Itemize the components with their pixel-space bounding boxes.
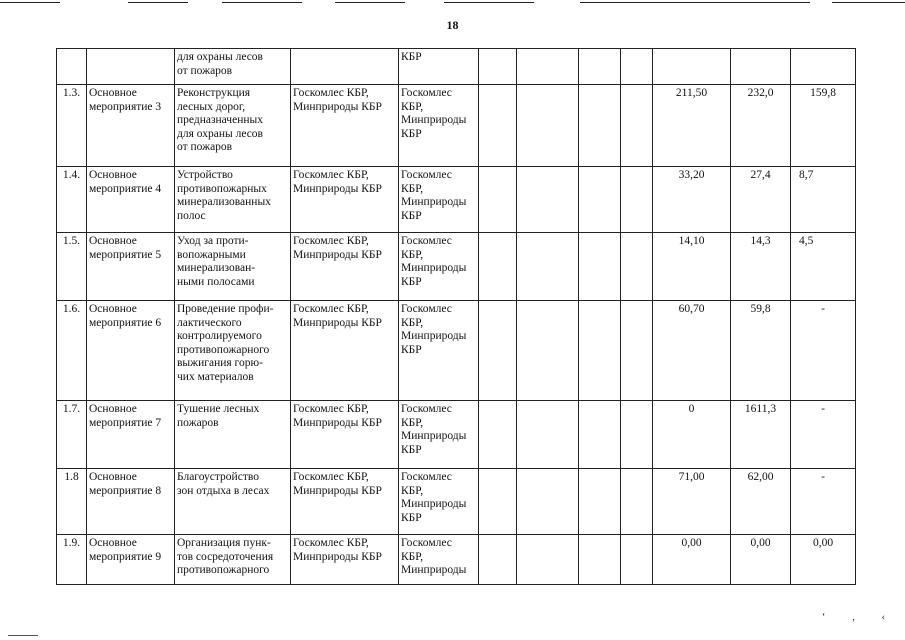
co-executor-line: КБР, [401,416,424,429]
co-executor-line: Госкомлес [401,169,452,181]
activity-name-line: противопожарных [177,182,267,195]
row-number: 1.7. [57,401,87,469]
co-executor-line: КБР [401,343,422,356]
responsible-executor-line: Минприроды КБР [293,484,382,497]
value-year-2 [731,49,791,85]
co-executor-line: Госкомлес [401,303,452,315]
responsible-executor-line: Минприроды КБР [293,248,382,261]
responsible-executor [291,167,399,233]
responsible-executor-line: Минприроды КБР [293,550,382,563]
activity-name [175,535,291,585]
empty-cell [579,401,621,469]
activity-name-line: вопожарными [177,248,246,261]
responsible-executor-line: Минприроды КБР [293,182,382,195]
empty-cell [517,535,579,585]
activity-name [175,301,291,401]
value-year-1: 14,10 [653,233,731,301]
value-year-1: 60,70 [653,301,731,401]
activity-name-line: минерализованных [177,196,271,208]
empty-cell [579,85,621,167]
co-executor-line: Минприроды [401,114,467,126]
value-year-3: 8,7 [791,167,856,233]
activity-title-line: мероприятие 3 [89,100,162,113]
value-year-2: 1611,3 [731,401,791,469]
co-executor-line: Минприроды [401,330,467,342]
activity-name-line: выжигания горю- [177,357,263,369]
activity-title-line: Основное [89,235,137,247]
co-executor-line: КБР [401,127,422,140]
row-number: 1.9. [57,535,87,585]
value-year-2: 59,8 [731,301,791,401]
co-executor [399,49,479,85]
activity-name-line: предназначенных [177,114,263,126]
co-executor [399,301,479,401]
activity-title [87,85,175,167]
responsible-executor-line: Госкомлес КБР, [293,471,369,483]
co-executor [399,85,479,167]
activity-name-line: Устройство [177,169,233,181]
activity-title-line: мероприятие 8 [89,484,162,497]
responsible-executor [291,401,399,469]
empty-cell [621,49,653,85]
table-row [57,401,856,469]
activity-name-line: Проведение профи- [177,303,274,315]
co-executor-line: КБР, [401,100,424,113]
empty-cell [579,167,621,233]
co-executor-line: Минприроды [401,564,467,576]
activity-title-line: мероприятие 9 [89,550,162,563]
header-rule [128,2,188,3]
co-executor-line: КБР [401,443,422,456]
table-row [57,301,856,401]
co-executor [399,401,479,469]
co-executor-line: Госкомлес [401,87,452,99]
responsible-executor-line: Госкомлес КБР, [293,303,369,315]
value-year-2: 14,3 [731,233,791,301]
row-number: 1.4. [57,167,87,233]
responsible-executor-line: Госкомлес КБР, [293,169,369,181]
activity-name [175,85,291,167]
row-number [57,49,87,85]
empty-cell [479,401,517,469]
table-row [57,49,856,85]
value-year-3: 159,8 [791,85,856,167]
row-number: 1.8 [57,469,87,535]
responsible-executor [291,535,399,585]
empty-cell [621,535,653,585]
activity-name [175,469,291,535]
activity-name [175,49,291,85]
empty-cell [579,233,621,301]
activity-name-line: для охраны лесов [177,51,263,63]
activity-title-line: Основное [89,87,137,99]
header-rule [222,2,302,3]
value-year-1: 0,00 [653,535,731,585]
value-year-1: 71,00 [653,469,731,535]
activity-name [175,167,291,233]
row-number: 1.6. [57,301,87,401]
activity-name-line: от пожаров [177,64,233,77]
empty-cell [517,233,579,301]
activity-name-line: противопожарного [177,564,270,576]
co-executor-line: КБР [401,275,422,288]
value-year-3 [791,49,856,85]
empty-cell [621,401,653,469]
responsible-executor-line: Минприроды КБР [293,100,382,113]
responsible-executor [291,233,399,301]
co-executor [399,233,479,301]
activities-table [56,48,856,585]
empty-cell [517,301,579,401]
value-year-3: 4,5 [791,233,856,301]
co-executor-line: Госкомлес [401,471,452,483]
header-rule [0,2,60,3]
activity-name-line: чих материалов [177,370,254,383]
activity-name-line: противопожарного [177,343,270,356]
activity-name-line: лактического [177,316,242,329]
table-row [57,85,856,167]
activity-name-line: полос [177,209,206,222]
co-executor-line: Госкомлес [401,403,452,415]
value-year-2: 0,00 [731,535,791,585]
empty-cell [621,85,653,167]
co-executor-line: КБР, [401,182,424,195]
activity-title [87,535,175,585]
header-rule [335,2,405,3]
activity-title-line: Основное [89,303,137,315]
responsible-executor-line: Госкомлес КБР, [293,403,369,415]
activity-title [87,301,175,401]
table-row [57,233,856,301]
responsible-executor-line: Госкомлес КБР, [293,87,369,99]
empty-cell [579,535,621,585]
empty-cell [479,535,517,585]
co-executor-line: Госкомлес [401,537,452,549]
empty-cell [517,85,579,167]
activity-title [87,233,175,301]
co-executor-line: Минприроды [401,498,467,510]
co-executor-line: КБР, [401,316,424,329]
value-year-2: 27,4 [731,167,791,233]
value-year-3: 0,00 [791,535,856,585]
co-executor-line: КБР, [401,248,424,261]
row-number: 1.5. [57,233,87,301]
activity-name-line: Организация пунк- [177,537,271,549]
value-year-2: 232,0 [731,85,791,167]
empty-cell [621,469,653,535]
activity-title [87,401,175,469]
responsible-executor-line: Минприроды КБР [293,416,382,429]
empty-cell [579,469,621,535]
footer-rule [8,635,38,636]
activity-title-line: мероприятие 7 [89,416,162,429]
empty-cell [621,233,653,301]
activity-title-line: Основное [89,403,137,415]
empty-cell [517,167,579,233]
value-year-3: - [791,469,856,535]
responsible-executor [291,85,399,167]
activity-name-line: ными полосами [177,275,255,288]
activity-name-line: тов сосредоточения [177,550,274,563]
activity-title-line: мероприятие 6 [89,316,162,329]
empty-cell [479,469,517,535]
header-rule [580,2,810,3]
responsible-executor-line: Госкомлес КБР, [293,537,369,549]
responsible-executor [291,49,399,85]
co-executor-line: Минприроды [401,262,467,274]
empty-cell [479,49,517,85]
activity-name-line: Уход за проти- [177,235,249,247]
activity-name [175,233,291,301]
empty-cell [579,301,621,401]
activity-name [175,401,291,469]
empty-cell [579,49,621,85]
co-executor [399,535,479,585]
empty-cell [479,167,517,233]
activity-title-line: Основное [89,169,137,181]
table-row [57,535,856,585]
activity-title [87,167,175,233]
page-number: 18 [446,18,459,32]
co-executor-line: КБР, [401,550,424,563]
value-year-3: - [791,301,856,401]
activity-name-line: лесных дорог, [177,100,246,113]
activity-title-line: мероприятие 4 [89,182,162,195]
empty-cell [479,233,517,301]
activity-title [87,469,175,535]
responsible-executor [291,301,399,401]
co-executor-line: Минприроды [401,196,467,208]
responsible-executor [291,469,399,535]
table-row [57,167,856,233]
co-executor-line: Госкомлес [401,235,452,247]
activity-title-line: Основное [89,471,137,483]
responsible-executor-line: Госкомлес КБР, [293,235,369,247]
header-rule [832,2,905,3]
responsible-executor-line: Минприроды КБР [293,316,382,329]
empty-cell [517,49,579,85]
value-year-2: 62,00 [731,469,791,535]
empty-cell [621,167,653,233]
activity-title [87,49,175,85]
activity-name-line: от пожаров [177,141,233,153]
value-year-1 [653,49,731,85]
scan-marks: ‘ ‚ ‹ [822,612,897,623]
empty-cell [621,301,653,401]
empty-cell [479,85,517,167]
empty-cell [517,401,579,469]
activity-name-line: контролируемого [177,330,262,342]
value-year-1: 33,20 [653,167,731,233]
co-executor-line: КБР [401,511,422,524]
activity-name-line: зон отдыха в лесах [177,484,270,497]
header-rule [444,2,534,3]
empty-cell [479,301,517,401]
value-year-3: - [791,401,856,469]
value-year-1: 211,50 [653,85,731,167]
co-executor [399,167,479,233]
activity-name-line: Реконструкция [177,87,251,99]
co-executor [399,469,479,535]
activity-name-line: пожаров [177,416,219,429]
co-executor-line: КБР [401,51,422,63]
co-executor-line: Минприроды [401,430,467,442]
activity-title-line: мероприятие 5 [89,248,162,261]
value-year-1: 0 [653,401,731,469]
activity-name-line: Тушение лесных [177,403,260,415]
row-number: 1.3. [57,85,87,167]
co-executor-line: КБР, [401,484,424,497]
table-row [57,469,856,535]
co-executor-line: КБР [401,209,422,222]
activity-name-line: минерализован- [177,262,256,274]
activity-title-line: Основное [89,537,137,549]
activity-name-line: Благоустройство [177,471,259,483]
empty-cell [517,469,579,535]
activity-name-line: для охраны лесов [177,127,263,140]
